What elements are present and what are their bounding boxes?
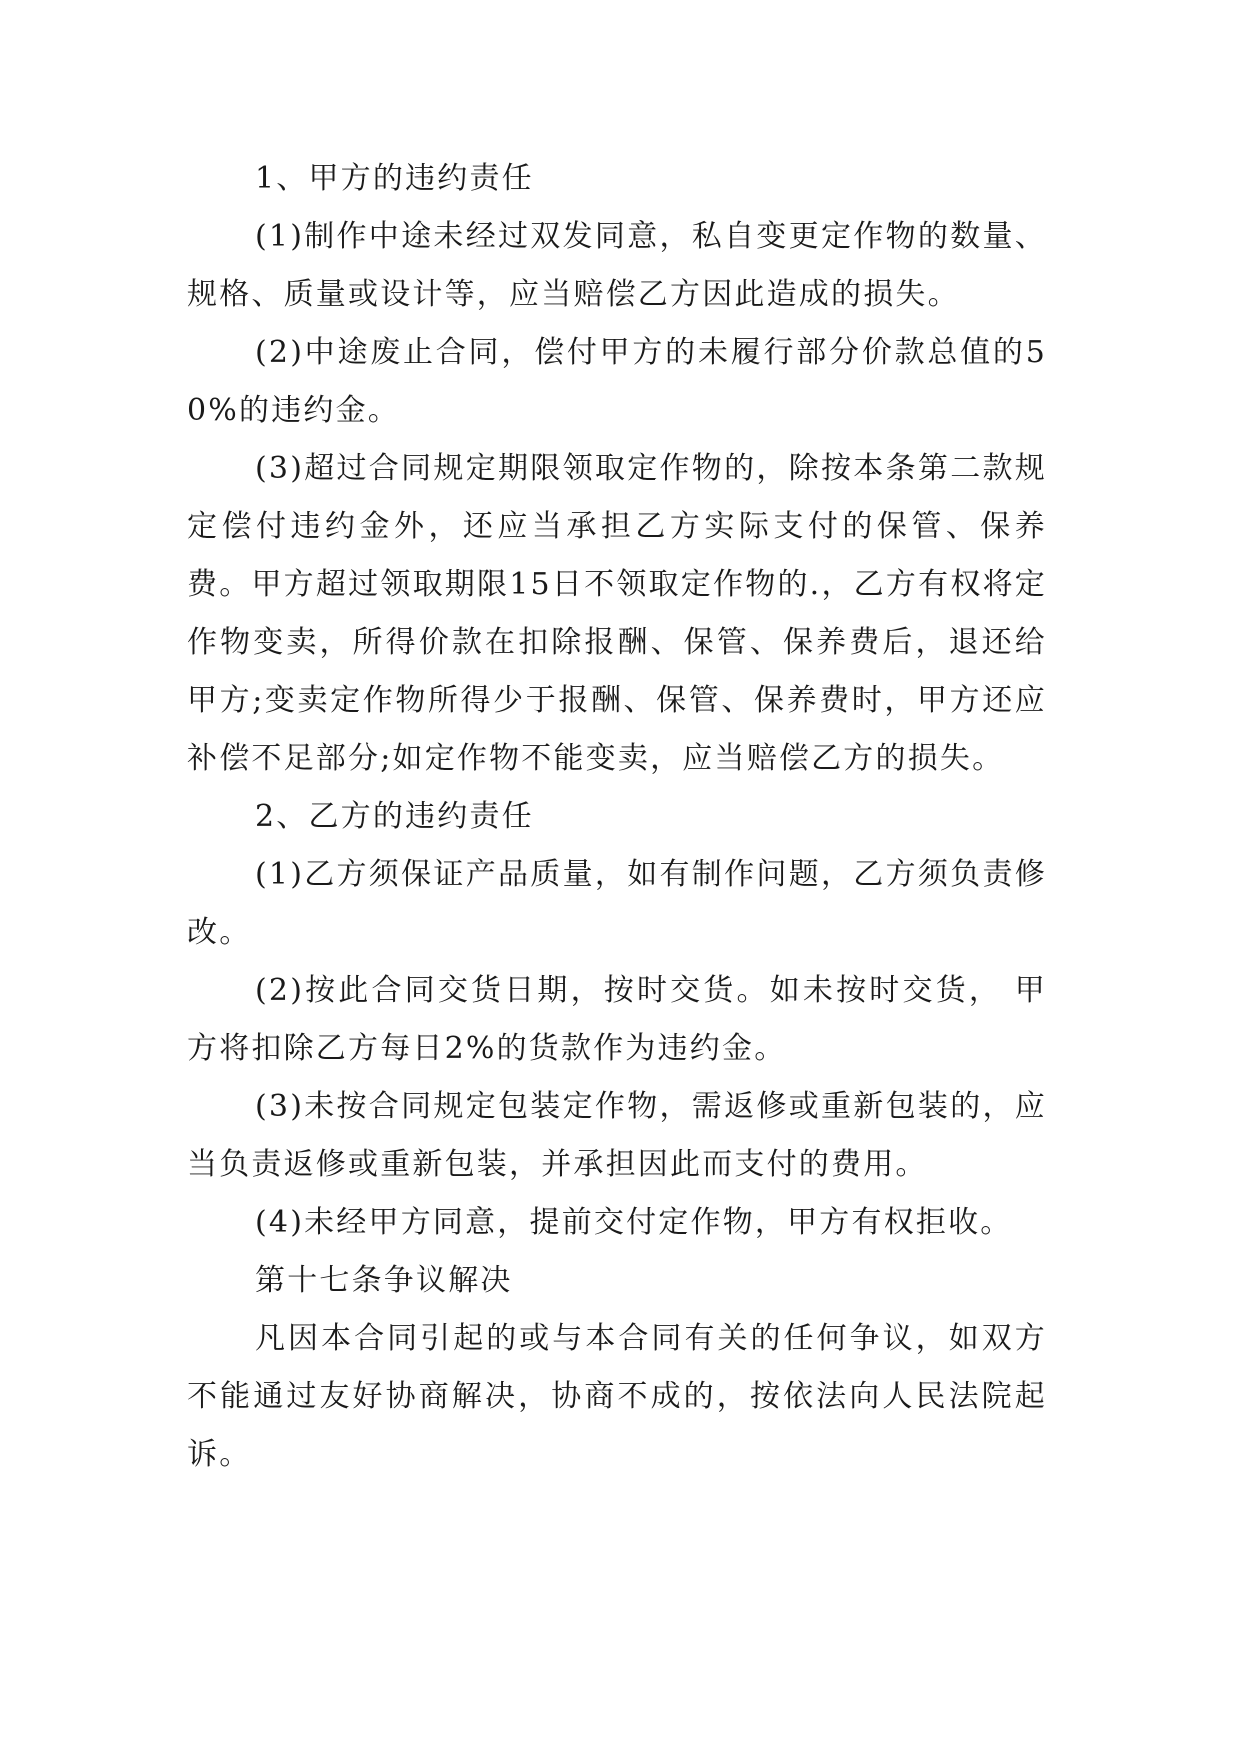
paragraph-b-clause-4: (4)未经甲方同意，提前交付定作物，甲方有权拒收。 [255, 1205, 1013, 1240]
paragraph-a-clause-1: (1)制作中途未经过双发同意，私自变更定作物的数量、规格、质量或设计等，应当赔偿乙方因此造成的损失。 [187, 219, 1047, 312]
paragraph-b-clause-2: (2)按此合同交货日期，按时交货。如未按时交货， 甲方将扣除乙方每日2%的货款作为违约金。 [187, 973, 1047, 1066]
paragraph-a-clause-3: (3)超过合同规定期限领取定作物的，除按本条第二款规定偿付违约金外，还应当承担乙方实际支付的保管、保养费。甲方超过领取期限15日不领取定作物的.，乙方有权将定作物变卖，所得价款在扣除报酬、保管、保养费后，退还给甲方;变卖定作物所得少于报酬、保管、保养费时，甲方还应补偿不足部分;如定作物不能变卖，应当赔偿乙方的损失。 [187, 451, 1047, 776]
document-body [187, 150, 1047, 1484]
section-heading-party-a-liability: 1、甲方的违约责任 [255, 161, 534, 196]
article-heading-dispute-resolution: 第十七条争议解决 [255, 1263, 513, 1298]
paragraph-dispute-resolution: 凡因本合同引起的或与本合同有关的任何争议，如双方不能通过友好协商解决，协商不成的，按依法向人民法院起诉。 [187, 1321, 1047, 1472]
paragraph-b-clause-3: (3)未按合同规定包装定作物，需返修或重新包装的，应当负责返修或重新包装，并承担因此而支付的费用。 [187, 1089, 1047, 1182]
paragraph-b-clause-1: (1)乙方须保证产品质量，如有制作问题，乙方须负责修改。 [187, 857, 1047, 950]
section-heading-party-b-liability: 2、乙方的违约责任 [255, 799, 534, 834]
paragraph-a-clause-2: (2)中途废止合同，偿付甲方的未履行部分价款总值的50%的违约金。 [187, 335, 1047, 428]
